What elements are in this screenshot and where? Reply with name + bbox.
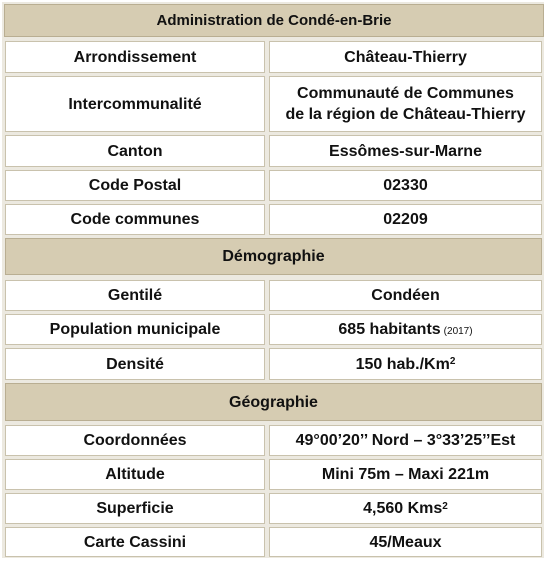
- gentile-label: Gentilé: [5, 280, 265, 311]
- coordonnees-label: Coordonnées: [5, 425, 265, 456]
- altitude-label: Altitude: [5, 459, 265, 490]
- coordonnees-value: 49°00’20’’ Nord – 3°33’25’’Est: [269, 425, 542, 456]
- geographie-heading: Géographie: [5, 383, 542, 421]
- arrondissement-label: Arrondissement: [5, 41, 265, 73]
- superficie-value: 4,560 Kms $^2$: [269, 493, 542, 524]
- densite-value: 150 hab./Km $^2$: [269, 348, 542, 380]
- canton-value: Essômes-sur-Marne: [269, 135, 542, 167]
- intercommunalite-value-line1: Communauté de Communes: [297, 85, 514, 102]
- arrondissement-value: Château-Thierry: [269, 41, 542, 73]
- carte-cassini-value: 45/Meaux: [269, 527, 542, 557]
- altitude-value: Mini 75m – Maxi 221m: [269, 459, 542, 490]
- demographie-heading: Démographie: [5, 238, 542, 275]
- gentile-value: Condéen: [269, 280, 542, 311]
- population-label: Population municipale: [5, 314, 265, 345]
- table-title: Administration de Condé-en-Brie: [4, 4, 544, 37]
- intercommunalite-value: [269, 76, 542, 132]
- densite-label: Densité: [5, 348, 265, 380]
- superficie-label: Superficie: [5, 493, 265, 524]
- code-postal-label: Code Postal: [5, 170, 265, 201]
- intercommunalite-value-line2: de la région de Château-Thierry: [285, 106, 526, 123]
- carte-cassini-label: Carte Cassini: [5, 527, 265, 557]
- population-year: (2017): [443, 326, 473, 337]
- intercommunalite-label: Intercommunalité: [5, 76, 265, 132]
- population-value-text: 685 habitants: [338, 321, 441, 338]
- code-communes-value: 02209: [269, 204, 542, 235]
- code-communes-label: Code communes: [5, 204, 265, 235]
- densite-value-text: 150 hab./Km: [355, 355, 450, 373]
- code-postal-value: 02330: [269, 170, 542, 201]
- canton-label: Canton: [5, 135, 265, 167]
- superficie-value-text: 4,560 Kms: [363, 500, 443, 517]
- population-value: [269, 314, 542, 345]
